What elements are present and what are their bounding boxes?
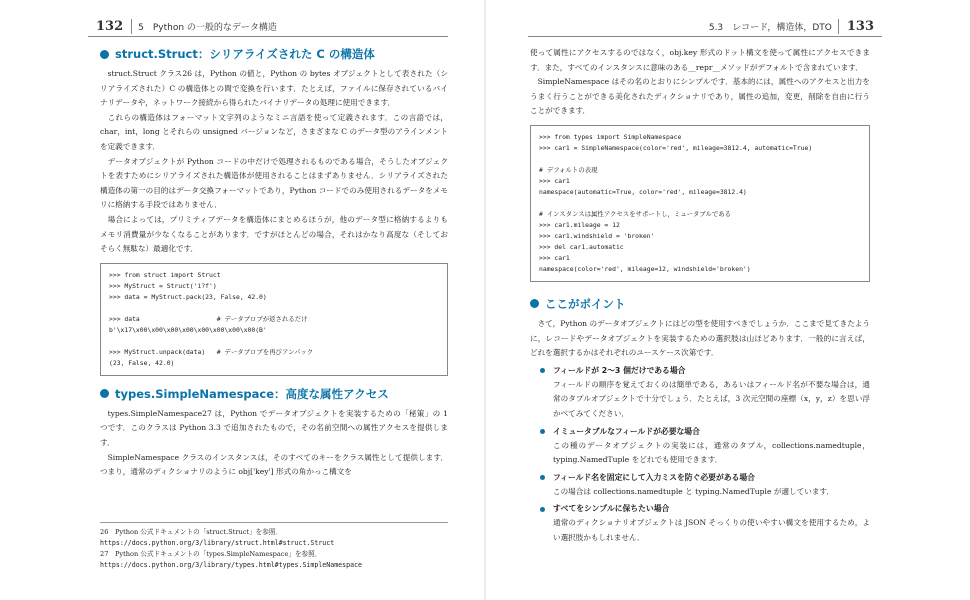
section-title: struct.Struct：シリアライズされた C の構造体 xyxy=(115,47,375,61)
right-page xyxy=(485,0,970,600)
section-heading-key-points xyxy=(530,296,870,312)
use-case-body: 通常のディクショナリオブジェクトは JSON そっくりの使いやすい構文を使用するため，よい選択肢かもしれません． xyxy=(553,518,870,542)
use-case-title xyxy=(540,471,870,485)
bullet-icon xyxy=(540,475,545,480)
paragraph: さて，Python のデータオブジェクトにはどの型を使用すべきでしょうか．ここまで見てきたように，レコードやデータオブジェクトを実装するための選択肢は山ほどあります．一般的に言えば，どれを選択するかはそれぞれのユースケース次第です． xyxy=(530,318,870,358)
bullet-icon xyxy=(540,429,545,434)
heading-bullet-icon xyxy=(100,389,109,398)
footnote-url[interactable]: https://docs.python.org/3/library/struct.html#struct.Struct xyxy=(100,539,335,547)
code-block-struct: >>> from struct import Struct >>> MyStruct = Struct('i?f') >>> data = MyStruct.pack(23, False, 42.0) >>> data # データブロブが返されるだけ b'\x17\x00\x00\x00\x00\x00\x00\x00\x00(B' >>> MyStruct.unpack(data) # データブロブを再びアンパック (23, False, 42.0) xyxy=(100,263,448,376)
section-heading-simplenamespace xyxy=(100,386,448,402)
use-case-list xyxy=(540,364,870,546)
right-page-number: 133 xyxy=(838,19,882,34)
paragraph: SimpleNamespace クラスのインスタンスは，そのすべてのキーをクラス属性として提供します．つまり，通常のディクショナリのように obj['key'] 形式の角かっこ構文を xyxy=(100,452,448,477)
paragraph: 場合によっては，プリミティブデータを構造体にまとめるほうが，他のデータ型に格納するよりもメモリ消費量が少なくなることがあります．ですがほとんどの場合，それはかなり高度な（そしておそらく無駄な）最適化です． xyxy=(100,214,448,254)
right-running-head-title: 5.3 レコード，構造体，DTO xyxy=(708,22,832,33)
use-case-title xyxy=(540,425,870,439)
footnote-text: 27 Python 公式ドキュメントの「types.SimpleNamespace」を参照． xyxy=(100,550,322,558)
use-case-body: この場合は collections.namedtuple と typing.NamedTuple が適しています． xyxy=(553,486,835,496)
right-running-head xyxy=(528,16,882,37)
left-running-head xyxy=(88,16,448,37)
paragraph: これらの構造体はフォーマット文字列のようなミニ言語を使って定義されます．この言語では，char，int，long とそれらの unsigned バージョンなど，さまざまな C のデータ型のアラインメントを定義できます． xyxy=(100,112,448,151)
section-heading-struct xyxy=(100,46,448,62)
use-case-title-text: イミュータブルなフィールドが必要な場合 xyxy=(553,426,700,436)
left-running-head-title: 5 Python の一般的なデータ構造 xyxy=(138,22,277,33)
bullet-icon xyxy=(540,368,545,373)
section-title: types.SimpleNamespace：高度な属性アクセス xyxy=(115,386,389,401)
heading-bullet-icon xyxy=(530,299,539,308)
use-case-body: フィールドの順序を覚えておくのは簡単である，あるいはフィールド名が不要な場合は，通常のタプルオブジェクトで十分でしょう．たとえば，3 次元空間の座標（x，y，z）を思い浮かべてみてください． xyxy=(553,379,870,418)
footnotes xyxy=(100,522,448,571)
footnote-text: 26 Python 公式ドキュメントの「struct.Struct」を参照． xyxy=(100,528,283,536)
code-block-simplenamespace: >>> from types import SimpleNamespace >>> car1 = SimpleNamespace(color='red', mileage=3812.4, automatic=True) # デフォルトの表現 >>> car1 namespace(automatic=True, color='red', mileage=3812.4) # インスタンスは属性アクセスをサポートし，ミュータブルである >>> car1.mileage = 12 >>> car1.windshield = 'broken' >>> del car1.automatic >>> car1 namespace(color='red', mileage=12, windshield='broken') xyxy=(530,125,870,282)
section-title: ここがポイント xyxy=(545,296,626,311)
use-case-title-text: すべてをシンプルに保ちたい場合 xyxy=(553,504,670,514)
left-page-number: 132 xyxy=(88,19,132,34)
paragraph: 使って属性にアクセスするのではなく，obj.key 形式のドット構文を使って属性にアクセスできます．また，すべてのインスタンスに意味のある__repr__メソッドがデフォルトで含まれています． xyxy=(530,48,870,72)
use-case-title xyxy=(540,502,870,516)
paragraph: データオブジェクトが Python コードの中だけで処理されるものである場合，そうしたオブジェクトを表すためにシリアライズされた構造体が使用されることはまずありません．シリアライズされた構造体の第一の目的はデータ交換フォーマットであり，Python コードでのみ使用されるデータをメモリに格納する手段ではありません． xyxy=(100,156,448,210)
right-column xyxy=(530,46,870,546)
use-case-title-text: フィールドが 2〜3 個だけである場合 xyxy=(553,365,686,375)
use-case-body: この種のデータオブジェクトの実装には，通常のタプル，collections.namedtuple，typing.NamedTuple をどれでも使用できます． xyxy=(553,440,870,465)
use-case-title xyxy=(540,364,870,378)
bullet-icon xyxy=(540,507,545,512)
left-column xyxy=(100,46,448,480)
paragraph: SimpleNamespace はその名のとおりにシンプルです．基本的には，属性へのアクセスと出力をうまく行うことができる美化されたディクショナリであり，属性の追加，変更，削除を自由に行うことができます． xyxy=(530,77,870,116)
use-case-title-text: フィールド名を固定にして入力ミスを防ぐ必要がある場合 xyxy=(553,472,755,482)
paragraph: types.SimpleNamespace27 は，Python でデータオブジェクトを実装するための「秘策」の 1 つです．このクラスは Python 3.3 で追加されたもので，その名前空間への属性アクセスを提供します． xyxy=(100,408,448,447)
heading-bullet-icon xyxy=(100,50,109,59)
footnote-url[interactable]: https://docs.python.org/3/library/types.html#types.SimpleNamespace xyxy=(100,561,363,569)
paragraph: struct.Struct クラス26 は，Python の値と，Python の bytes オブジェクトとして表された（シリアライズされた）C の構造体との間で変換を行います．たとえば，ファイルに保存されているバイナリデータや，ネットワーク接続から得られたバイナリデータの処理に使用できます． xyxy=(100,69,448,108)
